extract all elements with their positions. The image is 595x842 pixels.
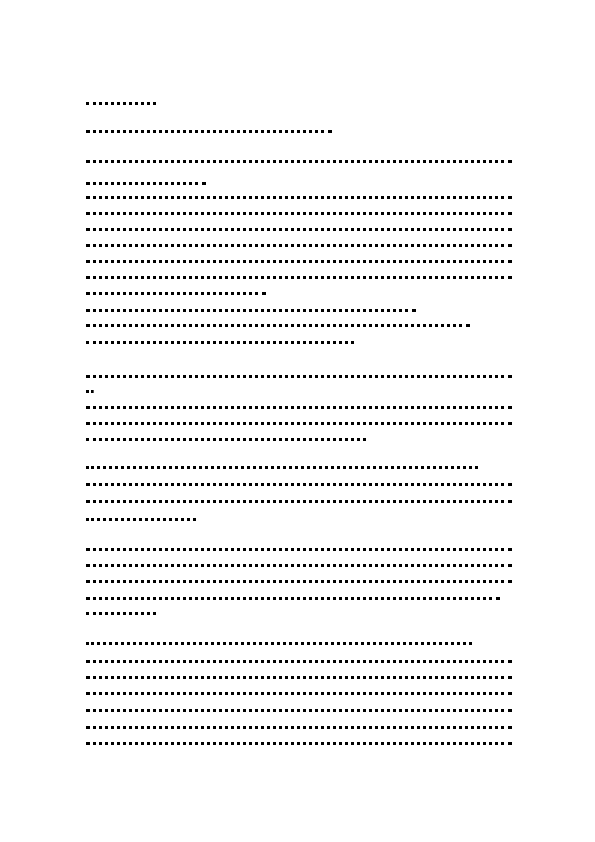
para-2-line-5 [86, 438, 366, 446]
para-2-line-2 [86, 390, 94, 398]
heading-line-1 [86, 102, 156, 110]
heading-line-2 [86, 130, 332, 138]
para-3-line-4 [86, 518, 196, 526]
para-3-line-3 [86, 500, 512, 508]
para-1-line-1 [86, 160, 512, 168]
para-1-line-10 [86, 309, 416, 317]
para-5-line-3 [86, 676, 512, 684]
para-1-line-8 [86, 276, 512, 284]
para-1-line-2 [86, 182, 206, 190]
para-4-line-1 [86, 548, 512, 556]
para-4-line-3 [86, 580, 512, 588]
para-1-line-9 [86, 292, 266, 300]
para-5-line-7 [86, 742, 512, 750]
para-3-line-2 [86, 483, 512, 491]
para-2-line-3 [86, 406, 512, 414]
para-1-line-5 [86, 228, 512, 236]
para-4-line-4 [86, 597, 500, 605]
para-2-line-4 [86, 422, 512, 430]
para-1-line-11 [86, 324, 470, 332]
para-1-line-6 [86, 244, 512, 252]
para-1-line-4 [86, 212, 512, 220]
para-5-line-4 [86, 692, 512, 700]
para-2-line-1 [86, 375, 512, 383]
para-5-line-5 [86, 709, 512, 717]
para-5-line-2 [86, 660, 512, 668]
para-4-line-2 [86, 564, 512, 572]
para-5-line-6 [86, 726, 512, 734]
para-4-line-5 [86, 612, 156, 620]
para-1-line-3 [86, 196, 512, 204]
para-5-line-1 [86, 642, 472, 650]
para-3-line-1 [86, 466, 478, 474]
para-1-line-12 [86, 341, 354, 349]
para-1-line-7 [86, 260, 512, 268]
